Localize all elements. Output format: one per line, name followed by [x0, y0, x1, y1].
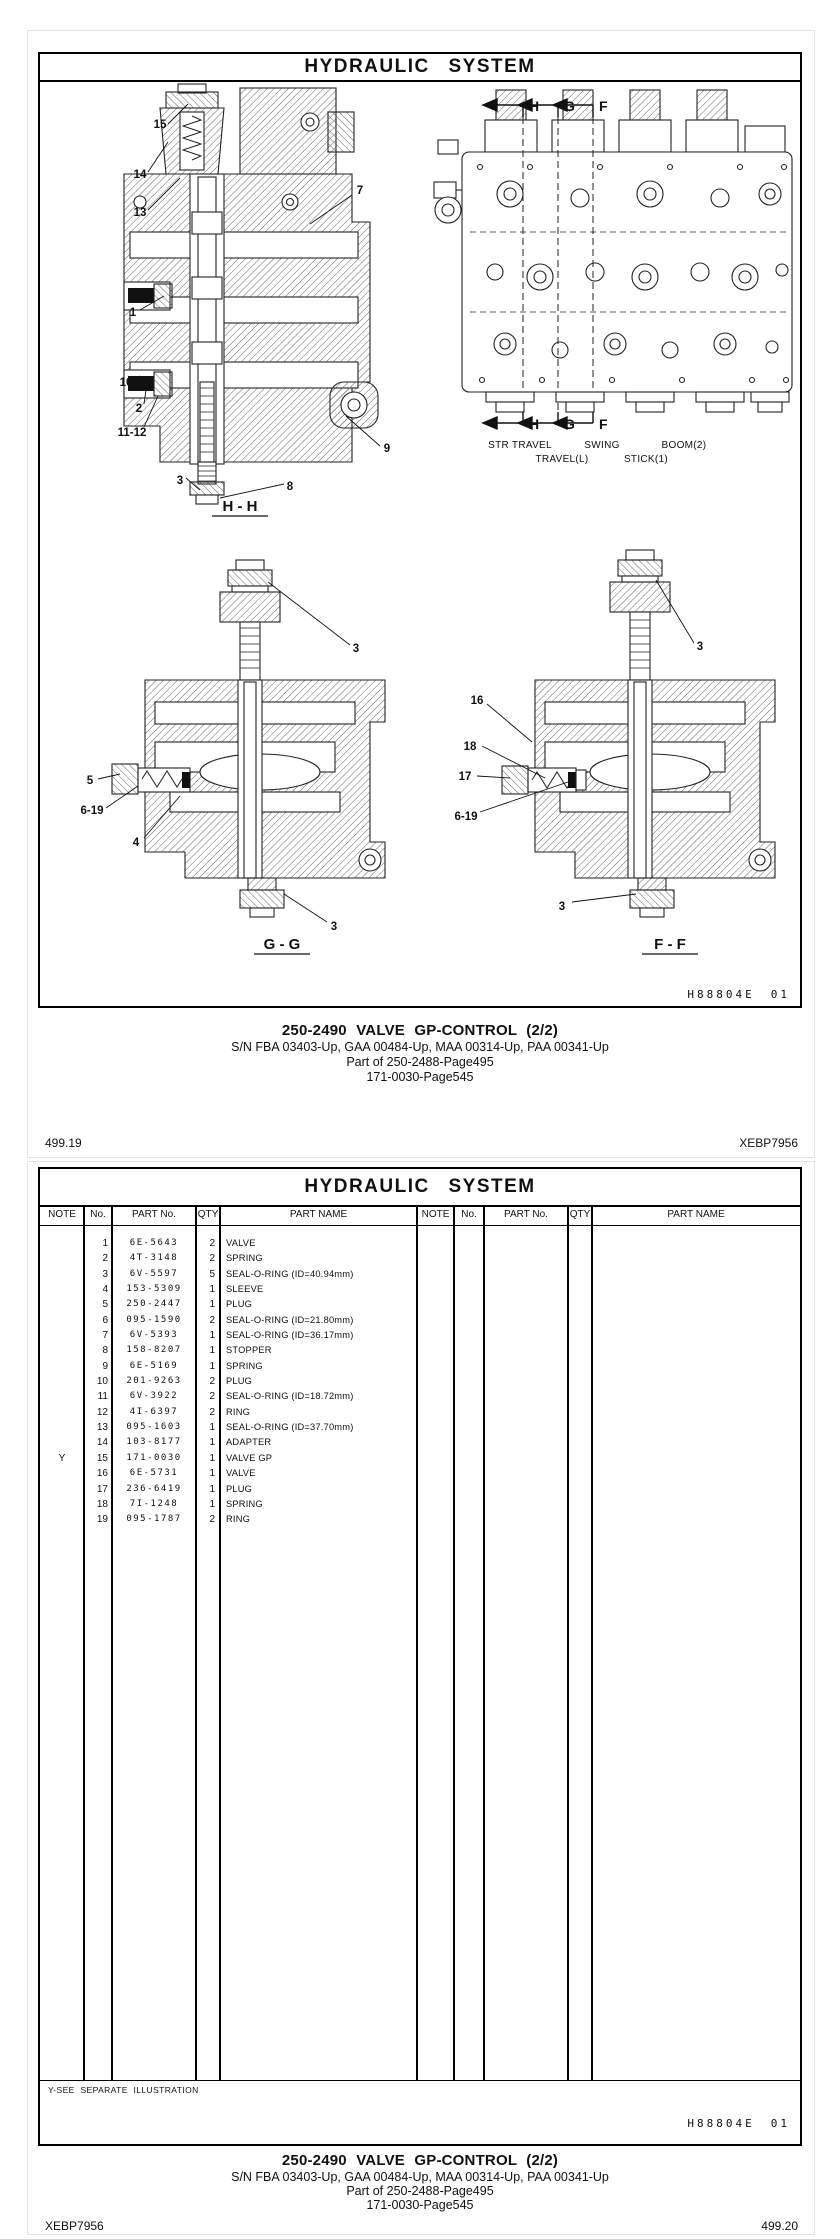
- cell-part-no: 6V-5597: [129, 1268, 179, 1279]
- cell-qty: 1: [209, 1422, 215, 1434]
- cell-part-name: SPRING: [226, 1360, 263, 1371]
- grid-line: [483, 1205, 484, 2080]
- cell-note: [40, 1251, 84, 1266]
- col-header-part-name-2: PART NAME: [667, 1209, 725, 1220]
- callout-3: 3: [176, 475, 184, 487]
- cell-part-name: RING: [226, 1514, 251, 1525]
- cell-note: [40, 1359, 84, 1374]
- section-letter-h-top: H: [529, 98, 540, 114]
- section-letter-g-bottom: G: [564, 416, 575, 432]
- table-footnote: Y-SEE SEPARATE ILLUSTRATION: [48, 2085, 199, 2095]
- plate-revision: 01: [770, 2117, 790, 2130]
- cell-no: 2: [102, 1253, 108, 1265]
- cell-no: 12: [96, 1406, 108, 1418]
- cell-part-name: STOPPER: [226, 1345, 272, 1356]
- table-row: [40, 1297, 800, 1312]
- cell-part-name: SEAL-O-RING (ID=36.17mm): [226, 1330, 354, 1341]
- page-number: 499.19: [45, 1136, 82, 1150]
- cell-part-no: 153-5309: [126, 1284, 182, 1295]
- section-label-ff: F - F: [654, 936, 686, 953]
- cell-note: [40, 1420, 84, 1435]
- cell-no: 6: [102, 1314, 108, 1326]
- section-gg-diagram: [112, 560, 385, 917]
- cell-part-no: 095-1603: [126, 1422, 182, 1433]
- cell-no: 11: [97, 1391, 108, 1403]
- callout-3-gg-top: 3: [352, 643, 360, 655]
- callout-17: 17: [458, 771, 472, 783]
- plate-code: H88804E: [687, 988, 755, 1001]
- callout-18: 18: [463, 741, 477, 753]
- table-row: [40, 1374, 800, 1389]
- cell-part-no: 6V-5393: [129, 1330, 179, 1341]
- col-header-part-name: PART NAME: [289, 1209, 348, 1220]
- topview-diagram: [434, 90, 792, 412]
- grid-line: [195, 1205, 196, 2080]
- cell-part-no: 6E-5169: [129, 1360, 179, 1371]
- cell-no: 13: [96, 1422, 108, 1434]
- cell-part-name: SPRING: [226, 1253, 263, 1264]
- table-row: [40, 1405, 800, 1420]
- table-row: [40, 1466, 800, 1481]
- table-row: [40, 1497, 800, 1512]
- grid-line: [591, 1205, 592, 2080]
- col-header-qty-2: QTY: [569, 1209, 591, 1220]
- cell-qty: 5: [209, 1268, 215, 1280]
- cell-note: [40, 1313, 84, 1328]
- hydraulic-diagrams: [40, 82, 800, 1006]
- grid-line: [453, 1205, 454, 2080]
- table-row: [40, 1389, 800, 1404]
- page2-caption: [0, 2152, 840, 2212]
- parts-rows: [40, 1236, 800, 1528]
- cell-part-no: 4I-6397: [129, 1406, 179, 1417]
- cell-part-name: VALVE GP: [226, 1452, 273, 1463]
- section-label-gg: G - G: [263, 936, 301, 953]
- grid-line: [219, 1205, 220, 2080]
- cell-no: 1: [102, 1238, 108, 1249]
- cell-note: [40, 1405, 84, 1420]
- cell-qty: 2: [209, 1253, 215, 1265]
- cell-note: [40, 1497, 84, 1512]
- callout-15: 15: [153, 119, 167, 131]
- callout-10: 10: [119, 377, 133, 389]
- cell-no: 5: [102, 1299, 108, 1311]
- page1-frame: [38, 52, 802, 1008]
- cell-qty: 1: [209, 1345, 215, 1357]
- cell-qty: 2: [209, 1391, 215, 1403]
- plate-revision: 01: [770, 988, 790, 1001]
- section-letter-g-top: G: [564, 98, 575, 114]
- caption-title: 250-2490 VALVE GP-CONTROL (2/2): [281, 2152, 559, 2169]
- cell-qty: 1: [209, 1360, 215, 1372]
- section-letter-f-top: F: [599, 98, 608, 114]
- cell-part-name: PLUG: [226, 1483, 253, 1494]
- cell-no: 7: [102, 1330, 108, 1342]
- cell-note: [40, 1297, 84, 1312]
- plate-code: H88804E: [687, 2117, 755, 2130]
- cell-part-name: PLUG: [226, 1299, 253, 1310]
- cell-part-name: SLEEVE: [226, 1284, 264, 1295]
- cell-no: 10: [96, 1376, 108, 1388]
- callout-6-19-ff: 6-19: [454, 811, 478, 823]
- callout-8: 8: [286, 481, 294, 493]
- cell-no: 19: [96, 1514, 108, 1526]
- callout-16: 16: [470, 695, 484, 707]
- grid-line: [567, 1205, 568, 2080]
- callout-7: 7: [356, 185, 364, 197]
- caption-serial: S/N FBA 03403-Up, GAA 00484-Up, MAA 00314-Up, PAA 00341-Up: [231, 2170, 609, 2184]
- cell-part-no: 6E-5643: [129, 1238, 179, 1248]
- table-row: [40, 1420, 800, 1435]
- col-header-note-2: NOTE: [421, 1209, 450, 1220]
- cell-part-no: 095-1590: [126, 1314, 182, 1325]
- topview-port-labels: [488, 440, 706, 465]
- table-row: [40, 1282, 800, 1297]
- cell-qty: 1: [209, 1483, 215, 1495]
- cell-qty: 2: [209, 1238, 215, 1249]
- parts-table: [40, 1205, 800, 2081]
- callout-9: 9: [383, 443, 391, 455]
- cell-part-no: 6V-3922: [129, 1391, 179, 1402]
- table-row: [40, 1313, 800, 1328]
- parts-table-header: [40, 1205, 800, 1226]
- cell-part-no: 171-0030: [126, 1452, 182, 1463]
- cell-note: [40, 1267, 84, 1282]
- cell-part-no: 6E-5731: [129, 1468, 179, 1479]
- table-row: [40, 1359, 800, 1374]
- table-row: [40, 1451, 800, 1466]
- table-row: [40, 1251, 800, 1266]
- table-row: [40, 1236, 800, 1251]
- plate-number-page2: [687, 2117, 790, 2130]
- section-letter-h-bottom: H: [529, 416, 540, 432]
- col-header-no: No.: [90, 1209, 106, 1220]
- cell-qty: 1: [209, 1452, 215, 1464]
- cell-note: [40, 1466, 84, 1481]
- grid-line: [83, 1205, 84, 2080]
- table-row: [40, 1435, 800, 1450]
- page1-caption: [0, 1022, 840, 1085]
- cell-qty: 1: [209, 1284, 215, 1296]
- table-row: [40, 1267, 800, 1282]
- caption-part-of: Part of 250-2488-Page495: [346, 1055, 494, 1069]
- cell-part-no: 250-2447: [126, 1299, 182, 1310]
- table-row: [40, 1482, 800, 1497]
- caption-ref: 171-0030-Page545: [366, 1070, 474, 1084]
- cell-note: [40, 1236, 84, 1251]
- cell-part-no: 236-6419: [126, 1483, 182, 1494]
- grid-line: [416, 1205, 417, 2080]
- page2-title: HYDRAULIC SYSTEM: [40, 1169, 800, 1207]
- cell-qty: 2: [209, 1314, 215, 1326]
- section-label-hh: H - H: [222, 498, 258, 515]
- cell-part-no: 7I-1248: [129, 1498, 179, 1509]
- caption-serial: S/N FBA 03403-Up, GAA 00484-Up, MAA 00314-Up, PAA 00341-Up: [231, 1040, 609, 1054]
- cell-no: 14: [96, 1437, 108, 1449]
- port-label-swing: SWING: [584, 440, 620, 451]
- cell-part-name: SEAL-O-RING (ID=40.94mm): [226, 1268, 354, 1279]
- table-row: [40, 1328, 800, 1343]
- cell-qty: 1: [209, 1498, 215, 1510]
- callout-2: 2: [135, 403, 143, 415]
- callout-11-12: 11-12: [117, 427, 147, 439]
- page2-frame: [38, 1167, 802, 2146]
- callout-4: 4: [132, 837, 140, 849]
- cell-part-name: SPRING: [226, 1498, 263, 1509]
- cell-qty: 2: [209, 1514, 215, 1526]
- cell-part-no: 201-9263: [126, 1376, 182, 1387]
- document-code: XEBP7956: [739, 1136, 798, 1150]
- page1-title: HYDRAULIC SYSTEM: [40, 54, 800, 82]
- cell-part-name: ADAPTER: [226, 1437, 272, 1448]
- cell-part-name: SEAL-O-RING (ID=37.70mm): [226, 1422, 354, 1433]
- cell-no: 4: [102, 1284, 108, 1296]
- col-header-note: NOTE: [48, 1209, 76, 1220]
- callout-13: 13: [133, 207, 147, 219]
- cell-qty: 1: [209, 1299, 215, 1311]
- cell-qty: 1: [209, 1330, 215, 1342]
- plate-number-page1: [687, 988, 790, 1001]
- port-label-boom2: BOOM(2): [661, 440, 707, 451]
- col-header-part-no-2: PART No.: [504, 1209, 548, 1220]
- caption-part-of: Part of 250-2488-Page495: [346, 2184, 494, 2198]
- callout-3-ff-top: 3: [696, 641, 704, 653]
- cell-part-no: 103-8177: [126, 1437, 182, 1448]
- cell-part-name: RING: [226, 1406, 251, 1417]
- col-header-qty: QTY: [197, 1209, 219, 1220]
- cell-part-name: SEAL-O-RING (ID=21.80mm): [226, 1314, 354, 1325]
- caption-title: 250-2490 VALVE GP-CONTROL (2/2): [281, 1022, 559, 1039]
- cell-part-no: 4T-3148: [129, 1253, 179, 1264]
- cell-part-no: 095-1787: [126, 1514, 182, 1525]
- cell-qty: 1: [209, 1437, 215, 1449]
- page-number: 499.20: [761, 2219, 798, 2233]
- callout-3-ff-bottom: 3: [558, 901, 566, 913]
- cell-note: [40, 1512, 84, 1527]
- cell-part-name: VALVE: [226, 1468, 256, 1479]
- table-row: [40, 1512, 800, 1527]
- callout-1: 1: [129, 307, 137, 319]
- document-code: XEBP7956: [45, 2219, 104, 2233]
- cell-no: 8: [102, 1345, 108, 1357]
- section-hh-diagram: [124, 84, 378, 504]
- cell-note: [40, 1389, 84, 1404]
- port-label-str-travel: STR TRAVEL: [488, 440, 552, 451]
- cell-part-no: 158-8207: [126, 1345, 182, 1356]
- cell-qty: 1: [209, 1468, 215, 1480]
- table-row: [40, 1343, 800, 1358]
- callout-6-19-gg: 6-19: [80, 805, 104, 817]
- port-label-stick1: STICK(1): [623, 454, 669, 465]
- cell-qty: 2: [209, 1376, 215, 1388]
- col-header-no-2: No.: [461, 1209, 477, 1220]
- col-header-part-no: PART No.: [132, 1209, 176, 1220]
- cell-note: [40, 1343, 84, 1358]
- section-letter-f-bottom: F: [599, 416, 608, 432]
- cell-note: [40, 1374, 84, 1389]
- port-label-travel-l: TRAVEL(L): [535, 454, 589, 465]
- cell-no: 16: [96, 1468, 108, 1480]
- section-ff-diagram: [502, 550, 775, 917]
- callout-5: 5: [86, 775, 94, 787]
- cell-note: Y: [58, 1452, 66, 1464]
- cell-note: [40, 1435, 84, 1450]
- cell-note: [40, 1482, 84, 1497]
- cell-no: 18: [96, 1498, 108, 1510]
- cell-note: [40, 1282, 84, 1297]
- cell-part-name: PLUG: [226, 1376, 253, 1387]
- cell-part-name: SEAL-O-RING (ID=18.72mm): [226, 1391, 354, 1402]
- cell-qty: 2: [209, 1406, 215, 1418]
- callout-14: 14: [133, 169, 147, 181]
- caption-ref: 171-0030-Page545: [366, 2198, 474, 2212]
- cell-note: [40, 1328, 84, 1343]
- grid-line: [111, 1205, 112, 2080]
- cell-no: 9: [102, 1360, 108, 1372]
- cell-no: 3: [102, 1268, 108, 1280]
- cell-no: 15: [96, 1452, 108, 1464]
- cell-part-name: VALVE: [226, 1238, 256, 1248]
- callout-3-gg-bottom: 3: [330, 921, 338, 933]
- cell-no: 17: [96, 1483, 108, 1495]
